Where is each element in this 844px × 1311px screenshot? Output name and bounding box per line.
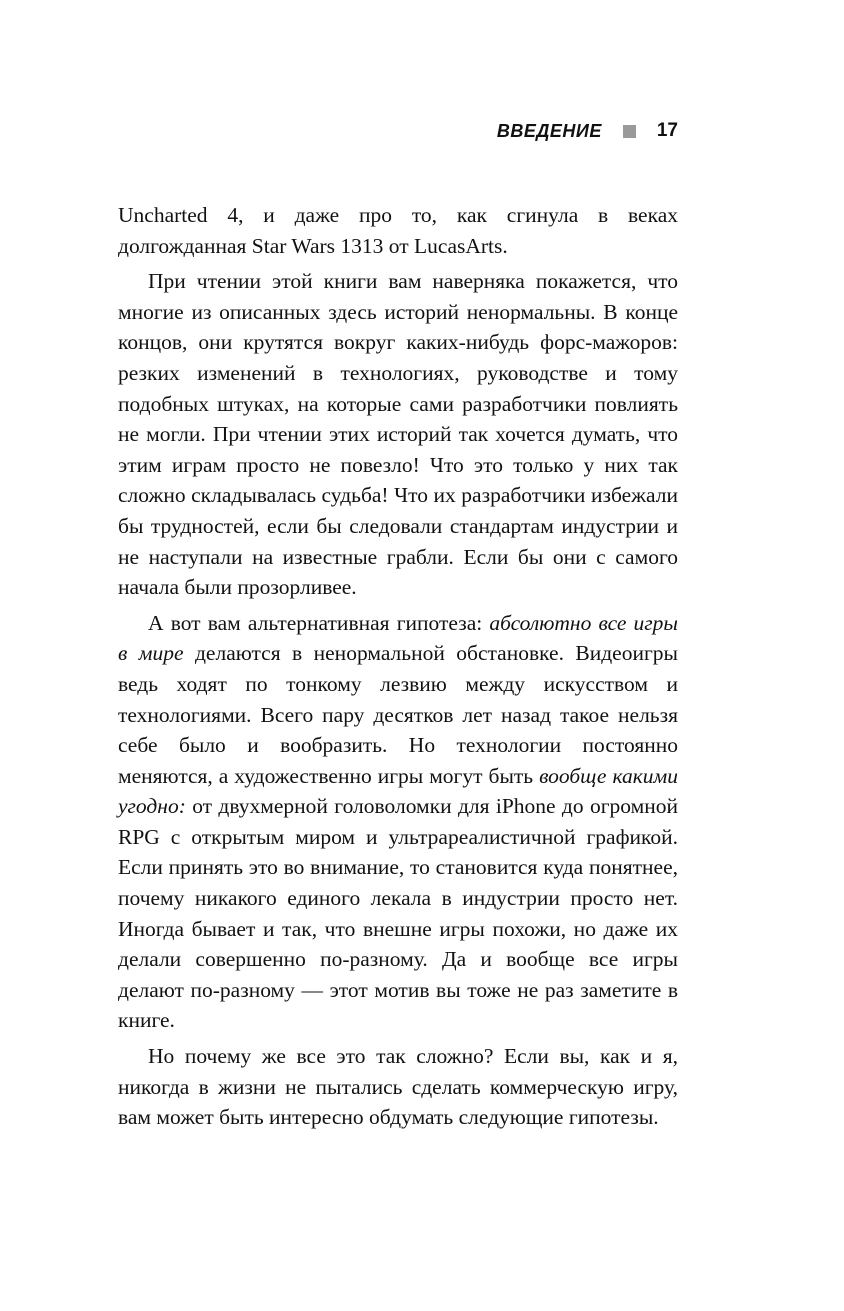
body-text bbox=[118, 200, 678, 1133]
paragraph-3-emphasis-a: абсолютно все игры в мире bbox=[118, 610, 678, 666]
paragraph-3-text-b: делаются в ненормальной обстановке. Видеоигры ведь ходят по тонкому лезвию между искусством и технологиями. Всего пару десятков лет назад такое нельзя себе было и вообразить. Но технологии постоянно меняются, а художественно игры могут быть bbox=[118, 641, 678, 788]
section-title: ВВЕДЕНИЕ bbox=[496, 120, 602, 141]
page-number: 17 bbox=[656, 120, 678, 141]
paragraph-3-text-a: А вот вам альтернативная гипотеза: bbox=[148, 610, 490, 635]
paragraph-3-text-c: от двухмерной головоломки для iPhone до огромной RPG с открытым миром и ультрареалистичной графикой. Если принять это во внимание, то становится куда понятнее, почему никакого единого лекала в индустрии просто нет. Иногда бывает и так, что внешне игры похожи, но даже их делали совершенно по-разному. Да и вообще все игры делают по-разному — этот мотив вы тоже не раз заметите в книге. bbox=[118, 794, 678, 1033]
paragraph-1: Uncharted 4, и даже про то, как сгинула в веках долгожданная Star Wars 1313 от LucasArts. bbox=[118, 203, 678, 258]
square-bullet-icon bbox=[623, 125, 636, 138]
paragraph-3 bbox=[118, 608, 678, 1036]
paragraph-3-emphasis-b: вообще какими угодно: bbox=[118, 763, 679, 819]
paragraph-4: Но почему же все это так сложно? Если вы, как и я, никогда в жизни не пытались сделать коммерческую игру, вам может быть интересно обдумать следующие гипотезы. bbox=[118, 1044, 678, 1130]
paragraph-2: При чтении этой книги вам наверняка покажется, что многие из описанных здесь историй ненормальны. В конце концов, они крутятся вокруг каких-нибудь форс-мажоров: резких изменений в технологиях, руководстве и тому подобных штуках, на которые сами разработчики повлиять не могли. При чтении этих историй так хочется думать, что этим играм просто не повезло! Что это только у них так сложно складывалась судьба! Что их разработчики избежали бы трудностей, если бы следовали стандартам индустрии и не наступали на известные грабли. Если бы они с самого начала были прозорливее. bbox=[118, 269, 678, 600]
running-head bbox=[497, 120, 678, 142]
